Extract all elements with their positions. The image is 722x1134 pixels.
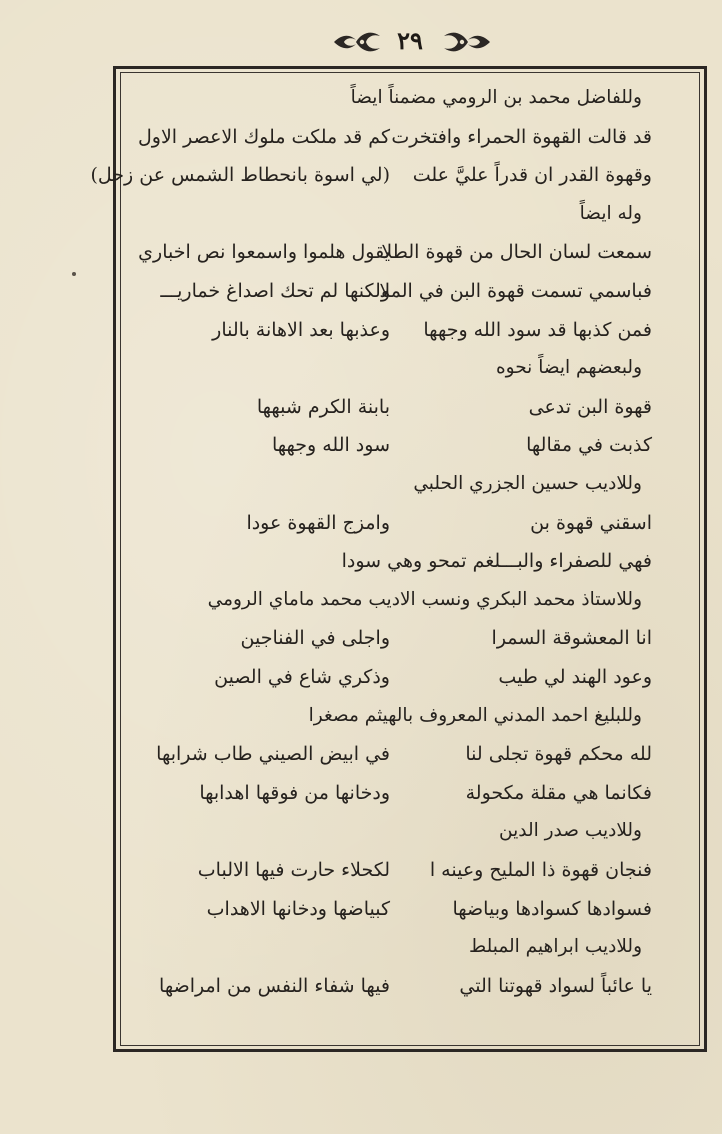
verse-second-hemistich: وامزج القهوة عودا [246,512,390,534]
verse-second-hemistich: يقول هلموا واسمعوا نص اخباري [138,241,390,263]
verse-first-hemistich: فهي للصفراء والبـــلغم تمحو وهي سودا [341,550,652,572]
verse-second-hemistich: في ابيض الصيني طاب شرابها [156,743,390,765]
verse-second-hemistich: ولكنها لم تحك اصداغ خماريـــ [160,280,390,302]
verse-first-hemistich: اسقني قهوة بن [530,512,652,534]
verse-second-hemistich: وذكري شاع في الصين [214,666,390,688]
verse-first-hemistich: يا عائباً لسواد قهوتنا التي [459,975,652,997]
verse-second-hemistich: وعذبها بعد الاهانة بالنار [212,319,390,341]
verse-second-hemistich: بابنة الكرم شبهها [256,396,390,418]
verse-first-hemistich: وقهوة القدر ان قدراً عليَّ علت [412,164,652,186]
section-heading: وللاديب ابراهيم المبلط [469,936,642,957]
section-heading: وله ايضاً [579,203,642,224]
ornament-right-icon [442,28,492,56]
verse-first-hemistich: قد قالت القهوة الحمراء وافتخرت [391,126,652,148]
verse-second-hemistich: (لي اسوة بانحطاط الشمس عن زحل) [90,164,390,186]
verse-second-hemistich: سود الله وجهها [271,434,390,456]
section-heading: وللفاضل محمد بن الرومي مضمناً ايضاً [350,87,642,108]
verse-second-hemistich: لكحلاء حارت فيها الالباب [197,859,390,881]
verse-first-hemistich: لله محكم قهوة تجلى لنا [465,743,652,765]
verse-second-hemistich: ودخانها من فوقها اهدابها [199,782,390,804]
verse-second-hemistich: واجلى في الفناجين [240,627,390,649]
verse-second-hemistich: كم قد ملكت ملوك الاعصر الاول [137,126,390,148]
verse-first-hemistich: فسوادها كسوادها وبياضها [452,898,652,920]
verse-first-hemistich: وعود الهند لي طيب [498,666,652,688]
verse-second-hemistich: فيها شفاء النفس من امراضها [159,975,390,997]
ornament-left-icon [332,28,382,56]
page-number: ٢٩ [397,26,423,55]
section-heading: وللاستاذ محمد البكري ونسب الاديب محمد ماماي الرومي [207,589,642,610]
verse-first-hemistich: فنجان قهوة ذا المليح وعينه ا [429,859,652,881]
verse-first-hemistich: فكانما هي مقلة مكحولة [465,782,652,804]
section-heading: وللاديب حسين الجزري الحلبي [413,473,642,494]
verse-first-hemistich: فباسمي تسمت قهوة البن في الملا [379,280,652,302]
verse-first-hemistich: كذبت في مقالها [526,434,652,456]
section-heading: وللبليغ احمد المدني المعروف بالهيثم مصغرا [308,705,642,726]
verse-first-hemistich: انا المعشوقة السمرا [491,627,652,649]
verse-second-hemistich: كبياضها ودخانها الاهداب [206,898,390,920]
verse-first-hemistich: فمن كذبها قد سود الله وجهها [423,319,652,341]
page-header [0,24,722,64]
verse-first-hemistich: قهوة البن تدعى [528,396,652,418]
speck [72,272,76,276]
section-heading: ولبعضهم ايضاً نحوه [495,357,642,378]
verse-first-hemistich: سمعت لسان الحال من قهوة الطلا [381,241,652,263]
section-heading: وللاديب صدر الدين [499,820,642,841]
